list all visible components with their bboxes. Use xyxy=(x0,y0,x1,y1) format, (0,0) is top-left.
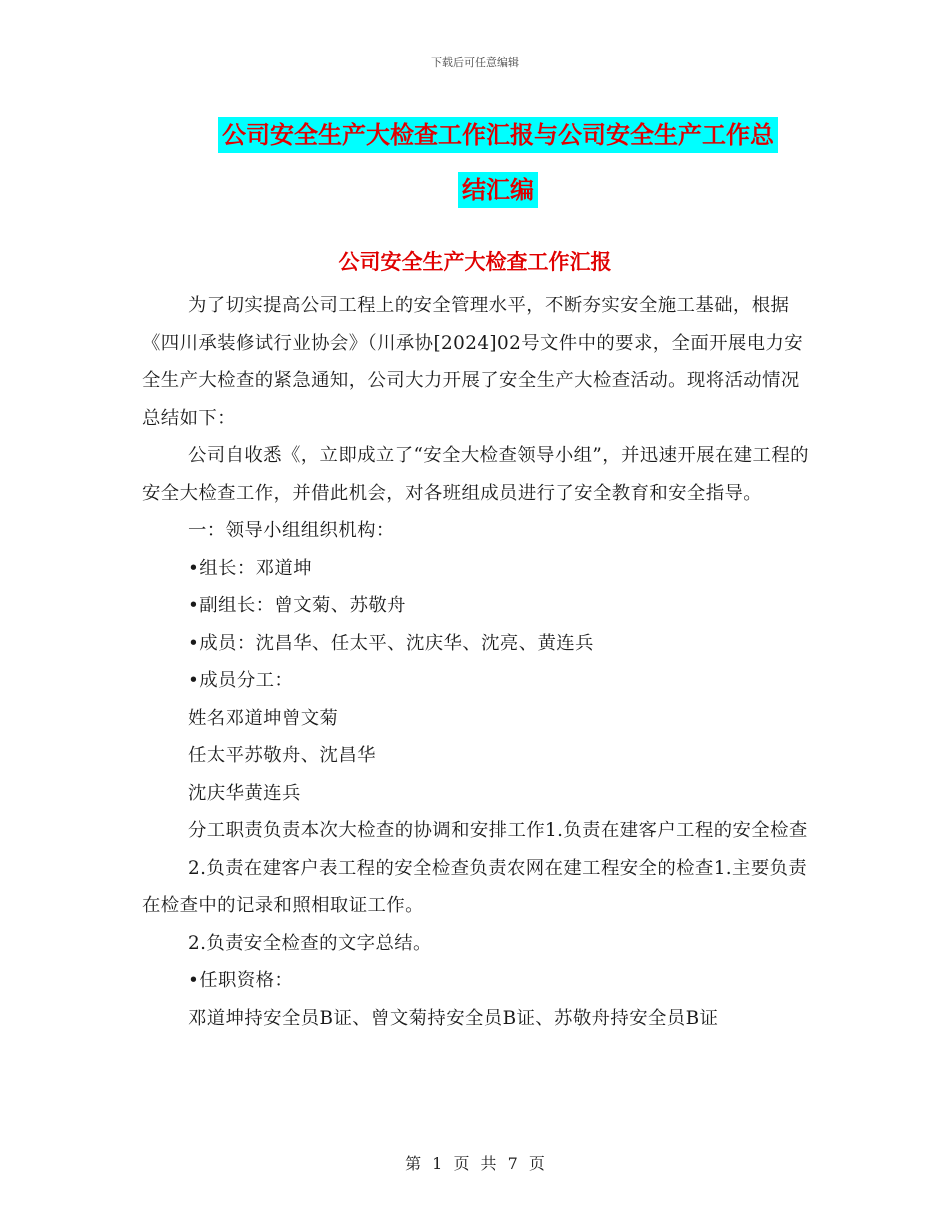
paragraph-intro: 为了切实提高公司工程上的安全管理水平，不断夯实安全施工基础，根据《四川承装修试行业协会》（川承协[2024]02号文件中的要求，全面开展电力安全生产大检查的紧急通知，公司大力开展了安全生产大检查活动。现将活动情况总结如下： xyxy=(142,295,804,429)
paragraph-org-heading: 一：领导小组组织机构： xyxy=(188,520,395,541)
paragraph-group-formed: 公司自收悉《，立即成立了“安全大检查领导小组”，并迅速开展在建工程的安全大检查工作，并借此机会，对各班组成员进行了安全教育和安全指导。 xyxy=(142,445,809,504)
paragraph-duties-1: 分工职责负责本次大检查的协调和安排工作1.负责在建客户工程的安全检查 xyxy=(188,820,808,841)
document-title-line-1: 公司安全生产大检查工作汇报与公司安全生产工作总 xyxy=(218,117,778,153)
paragraph-members: •成员：沈昌华、任太平、沈庆华、沈亮、黄连兵 xyxy=(188,632,594,654)
page-footer: 第 1 页 共 7 页 xyxy=(405,1154,545,1173)
paragraph-qualifications: 邓道坤持安全员B证、曾文菊持安全员B证、苏敬舟持安全员B证 xyxy=(188,1007,719,1029)
paragraph-names-2: 任太平苏敬舟、沈昌华 xyxy=(188,745,376,766)
document-title-line-2: 结汇编 xyxy=(458,172,538,208)
paragraph-duties-3: 2.负责安全检查的文字总结。 xyxy=(188,932,432,954)
paragraph-names-3: 沈庆华黄连兵 xyxy=(188,782,301,804)
header-note: 下载后可任意编辑 xyxy=(431,56,519,69)
paragraph-qualification-heading: •任职资格： xyxy=(188,970,294,991)
paragraph-division-heading: •成员分工： xyxy=(188,670,294,691)
paragraph-deputy-leader: •副组长：曾文菊、苏敬舟 xyxy=(188,595,406,616)
paragraph-leader: •组长：邓道坤 xyxy=(188,557,312,579)
body-text xyxy=(142,287,810,1037)
paragraph-names-1: 姓名邓道坤曾文菊 xyxy=(188,707,339,729)
document-title xyxy=(188,108,808,218)
section-title: 公司安全生产大检查工作汇报 xyxy=(338,250,612,274)
paragraph-duties-2: 2.负责在建客户表工程的安全检查负责农网在建工程安全的检查1.主要负责在检查中的记录和照相取证工作。 xyxy=(142,857,808,916)
